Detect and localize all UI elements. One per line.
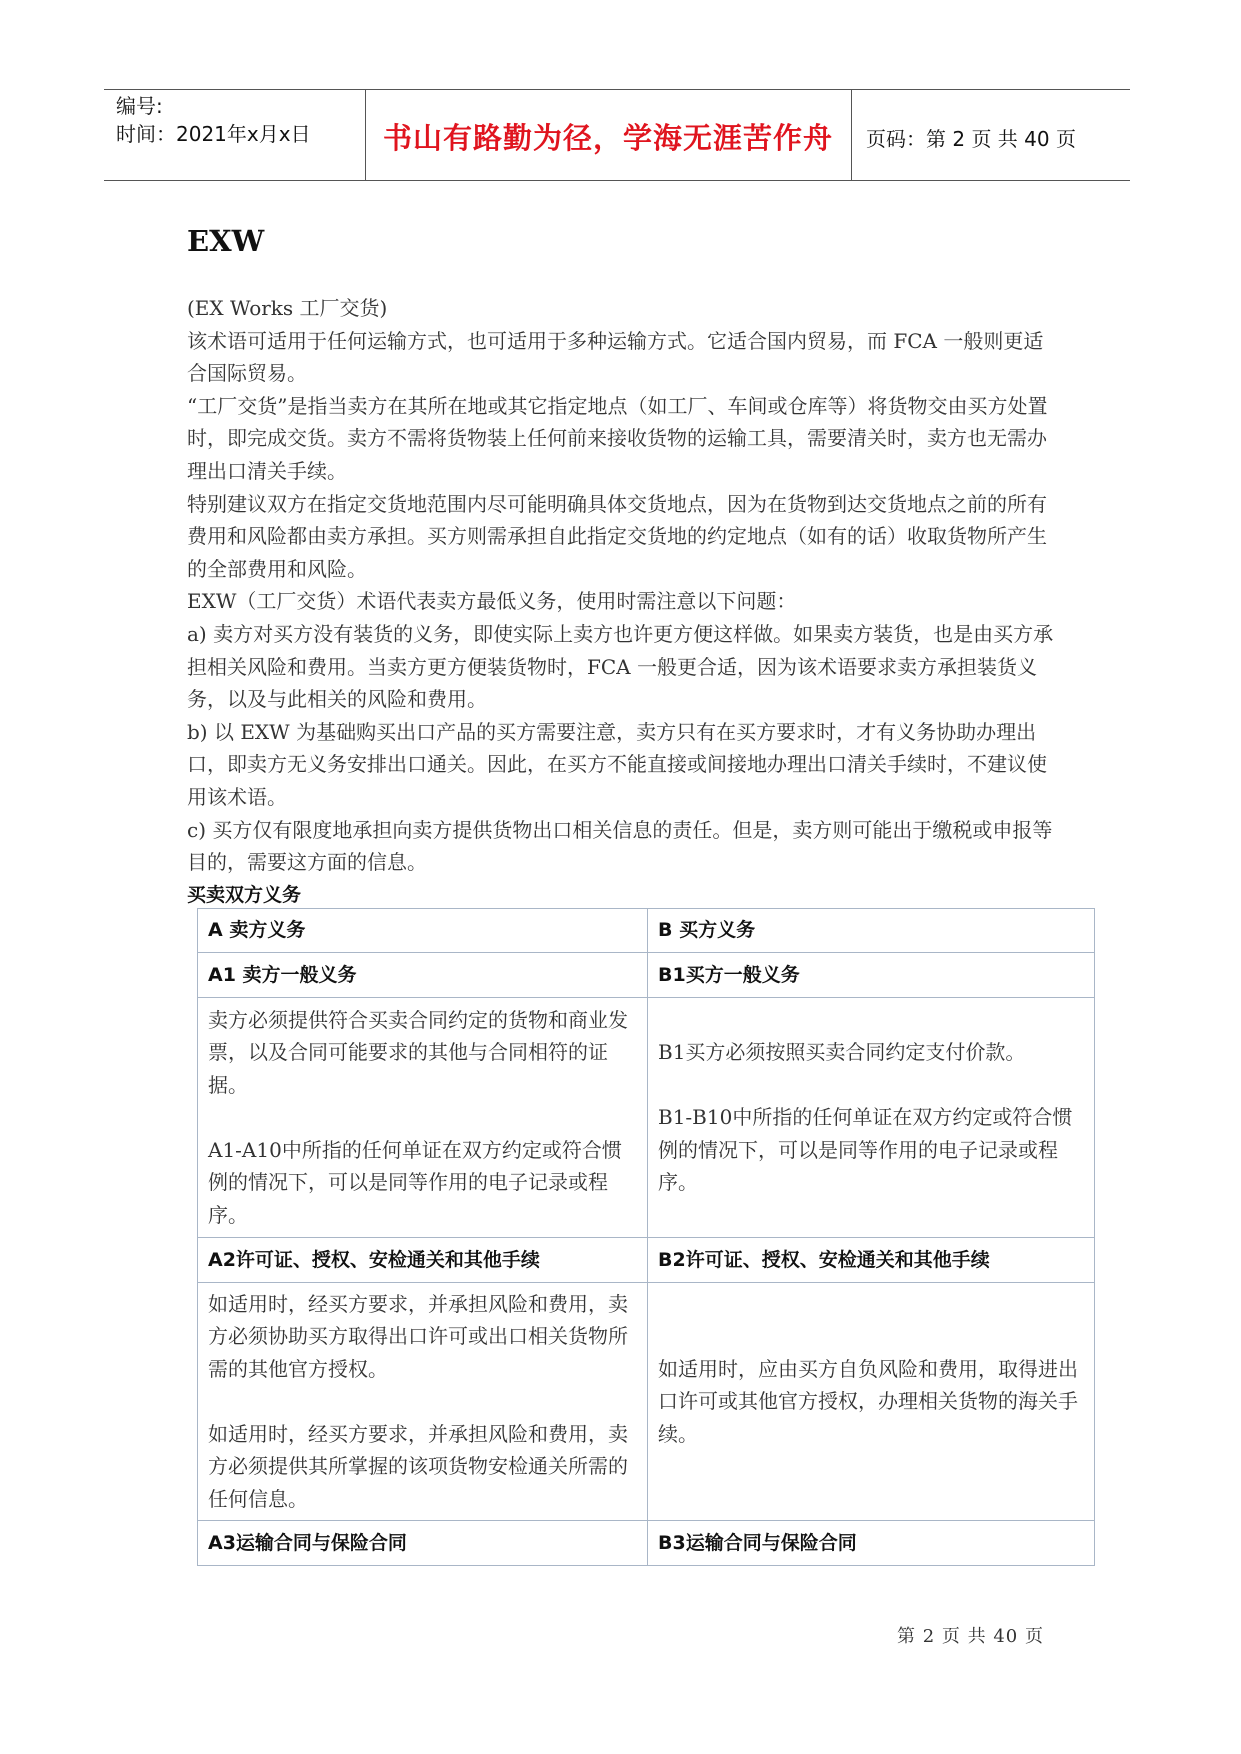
paragraph: c) 买方仅有限度地承担向卖方提供货物出口相关信息的责任。但是，卖方则可能出于缴税或申报等目的，需要这方面的信息。 — [187, 817, 1053, 875]
spacer — [208, 1102, 637, 1134]
table-row — [198, 1238, 1095, 1283]
cell-a2 — [198, 1283, 648, 1521]
cell-b2 — [648, 1283, 1095, 1521]
cell-text: 如适用时，经买方要求，并承担风险和费用，卖方必须协助买方取得出口许可或出口相关货物所需的其他官方授权。 — [208, 1291, 628, 1381]
table-row — [198, 998, 1095, 1238]
serial-label: 编号: — [116, 94, 163, 118]
row-title-a3: A3运输合同与保险合同 — [198, 1521, 648, 1566]
column-header-buyer: B 买方义务 — [648, 909, 1095, 953]
table-row — [198, 909, 1095, 953]
cell-text: 如适用时，应由买方自负风险和费用，取得进出口许可或其他官方授权，办理相关货物的海关手续。 — [658, 1356, 1078, 1446]
spacer — [208, 1386, 637, 1418]
header-page-number: 页码：第 2 页 共 40 页 — [866, 127, 1076, 151]
paragraph: “工厂交货”是指当卖方在其所在地或其它指定地点（如工厂、车间或仓库等）将货物交由买方处置时，即完成交货。卖方不需将货物装上任何前来接收货物的运输工具，需要清关时，卖方也无需办理出口清关手续。 — [187, 393, 1048, 483]
body-text — [187, 292, 1057, 879]
header-meta — [116, 92, 311, 148]
row-title-b3: B3运输合同与保险合同 — [648, 1521, 1095, 1566]
paragraph: 该术语可适用于任何运输方式，也可适用于多种运输方式。它适合国内贸易，而 FCA 一般则更适合国际贸易。 — [187, 328, 1044, 386]
column-header-seller: A 卖方义务 — [198, 909, 648, 953]
cell-a1 — [198, 998, 648, 1238]
paragraph: a) 卖方对买方没有装货的义务，即使实际上卖方也许更方便这样做。如果卖方装货，也是由买方承担相关风险和费用。当卖方更方便装货物时，FCA 一般更合适，因为该术语要求卖方承担装货义务，以及与此相关的风险和费用。 — [187, 621, 1054, 712]
page-footer: 第 2 页 共 40 页 — [897, 1626, 1044, 1647]
paragraph: EXW（工厂交货）术语代表卖方最低义务，使用时需注意以下问题： — [187, 589, 797, 614]
paragraph: b) 以 EXW 为基础购买出口产品的买方需要注意，卖方只有在买方要求时，才有义务协助办理出口，即卖方无义务安排出口通关。因此，在买方不能直接或间接地办理出口清关手续时，不建议使用该术语。 — [187, 719, 1047, 809]
table-row — [198, 953, 1095, 998]
section-heading: 买卖双方义务 — [187, 884, 302, 906]
row-title-b2: B2许可证、授权、安检通关和其他手续 — [648, 1238, 1095, 1283]
cell-text: B1买方必须按照买卖合同约定支付价款。 — [658, 1040, 1026, 1065]
cell-text: 如适用时，经买方要求，并承担风险和费用，卖方必须提供其所掌握的该项货物安检通关所需的任何信息。 — [208, 1421, 628, 1511]
header-bottom-rule — [104, 180, 1130, 181]
row-title-a2: A2许可证、授权、安检通关和其他手续 — [198, 1238, 648, 1283]
cell-text: B1-B10中所指的任何单证在双方约定或符合惯例的情况下，可以是同等作用的电子记录或程序。 — [658, 1104, 1073, 1195]
paragraph: (EX Works 工厂交货) — [187, 296, 388, 320]
paragraph: 特别建议双方在指定交货地范围内尽可能明确具体交货地点，因为在货物到达交货地点之前的所有费用和风险都由卖方承担。买方则需承担自此指定交货地的约定地点（如有的话）收取货物所产生的全部费用和风险。 — [187, 491, 1047, 581]
cell-b1 — [648, 998, 1095, 1238]
spacer — [658, 1069, 1084, 1101]
header-top-rule — [104, 89, 1130, 90]
cell-text: 卖方必须提供符合买卖合同约定的货物和商业发票，以及合同可能要求的其他与合同相符的证据。 — [208, 1007, 628, 1097]
table-row — [198, 1521, 1095, 1566]
cell-text: A1-A10中所指的任何单证在双方约定或符合惯例的情况下，可以是同等作用的电子记录或程序。 — [208, 1137, 622, 1227]
time-label: 时间：2021年x月x日 — [116, 122, 311, 146]
page-title: EXW — [187, 224, 265, 258]
header-divider — [851, 89, 852, 181]
header-motto: 书山有路勤为径，学海无涯苦作舟 — [382, 121, 833, 155]
obligations-table — [197, 908, 1095, 1566]
table-row — [198, 1283, 1095, 1521]
row-title-b1: B1买方一般义务 — [648, 953, 1095, 998]
row-title-a1: A1 卖方一般义务 — [198, 953, 648, 998]
